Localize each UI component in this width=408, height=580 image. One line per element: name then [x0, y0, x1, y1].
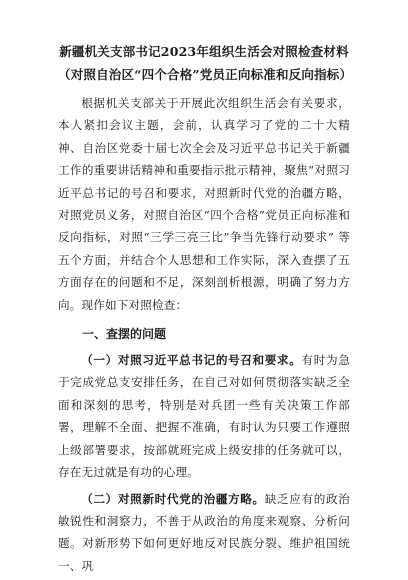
item-1-lead: （一）对照习近平总书记的号召和要求。	[81, 353, 302, 368]
section-heading: 一、查摆的问题	[82, 327, 167, 342]
intro-paragraph: 根据机关支部关于开展此次组织生活会有关要求，本人紧扣会议主题，会前，认真学习了党的二十大精神、自治区党委十届七次全会及习近平总书记关于新疆工作的重要讲话精神和重要指示批示精神，聚焦“对照习近平总书记的号召和要求，对照新时代党的治疆方略，对照党员义务，对照自治区“四个合格”党员正向标准和反向指标，对照“三学三亮三比”争当先锋行动要求” 等五个方面，并结合个人思想和工作实际，深入查摆了五方面存在的问题和不足，深刻剖析根源，明确了努力方向。现作如下对照检查：	[58, 96, 350, 312]
item-2-body: 缺乏应有的政治敏锐性和洞察力，不善于从政治的角度来观察、分析问题。对新形势下如何更好地反对民族分裂、维护祖国统一、巩	[58, 491, 350, 573]
item-2-paragraph	[58, 488, 350, 578]
item-1-paragraph	[58, 349, 350, 483]
item-1-body: 有时为急于完成党总支安排任务，在自己对如何贯彻落实缺乏全面和深刻的思考，特别是对兵团一些有关决策工作部署，理解不全面、把握不准确，有时认为只要工作遵照上级部署要求，按部就班完成上级安排的任务就可以，存在无过就是有功的心理。	[58, 353, 350, 480]
item-2-lead: （二）对照新时代党的治疆方略。	[81, 491, 265, 506]
document-title: 新疆机关支部书记2023年组织生活会对照检查材料（对照自治区“四个合格”党员正向标准和反向指标）	[58, 44, 353, 82]
